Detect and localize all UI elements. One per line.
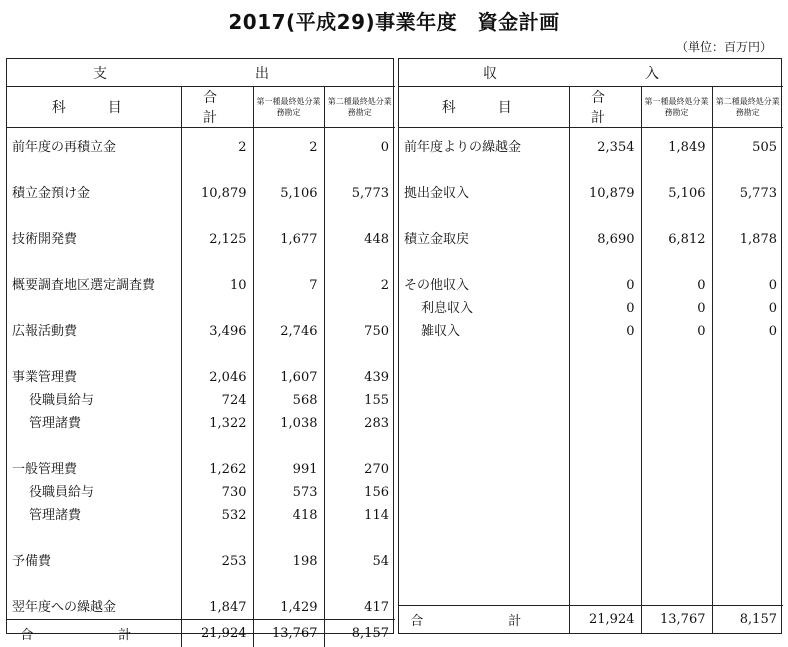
income-row-first-account-value: 5,106 bbox=[642, 182, 712, 205]
row-spacer bbox=[7, 343, 181, 366]
row-spacer bbox=[7, 159, 181, 182]
expenditure-row-second-account-value: 2 bbox=[325, 274, 396, 297]
row-spacer bbox=[7, 573, 181, 596]
row-spacer bbox=[399, 251, 569, 274]
row-spacer bbox=[182, 527, 253, 550]
expenditure-row-second-account-value: 0 bbox=[325, 136, 396, 159]
expenditure-row-first-account-value: 2 bbox=[254, 136, 324, 159]
expenditure-row-total-value: 1,262 bbox=[182, 458, 253, 481]
col-item-header: 科 目 bbox=[399, 87, 569, 128]
income-row-second-account-value: 0 bbox=[713, 320, 784, 343]
col-second-account-header: 第二種最終処分業務勘定 bbox=[324, 87, 395, 128]
expenditure-row-first-account-value: 7 bbox=[254, 274, 324, 297]
row-spacer bbox=[642, 205, 712, 228]
expenditure-row-item-name: 管理諸費 bbox=[7, 412, 181, 435]
row-spacer bbox=[325, 251, 396, 274]
row-spacer bbox=[325, 527, 396, 550]
col-second-account-header: 第二種最終処分業務勘定 bbox=[712, 87, 783, 128]
expenditure-row-total-value: 10 bbox=[182, 274, 253, 297]
expenditure-row-total-value: 2,046 bbox=[182, 366, 253, 389]
col-total-header: 合 計 bbox=[569, 87, 641, 128]
expenditure-row-total-value: 3,496 bbox=[182, 320, 253, 343]
income-row-second-account-value: 1,878 bbox=[713, 228, 784, 251]
expenditure-row-second-account-value: 270 bbox=[325, 458, 396, 481]
income-row-total-value: 0 bbox=[570, 320, 641, 343]
expenditure-row-first-account-value: 1,038 bbox=[254, 412, 324, 435]
expenditure-row-item-name: 予備費 bbox=[7, 550, 181, 573]
expenditure-row-item-name: 一般管理費 bbox=[7, 458, 181, 481]
unit-label: （単位：百万円） bbox=[676, 38, 772, 55]
expenditure-row-item-name: 役職員給与 bbox=[7, 389, 181, 412]
income-total-label: 合 計 bbox=[399, 606, 569, 634]
income-total-column bbox=[569, 128, 641, 606]
expenditure-row-item-name: 技術開発費 bbox=[7, 228, 181, 251]
col-total-header: 合 計 bbox=[181, 87, 253, 128]
expenditure-row-first-account-value: 568 bbox=[254, 389, 324, 412]
expenditure-row-total-value: 253 bbox=[182, 550, 253, 573]
income-row-first-account-value: 0 bbox=[642, 297, 712, 320]
row-spacer bbox=[570, 251, 641, 274]
row-spacer bbox=[182, 435, 253, 458]
expenditure-grand-total: 21,924 bbox=[181, 620, 253, 647]
expenditure-panel bbox=[6, 58, 394, 634]
income-second-column bbox=[712, 128, 783, 606]
income-second-total: 8,157 bbox=[712, 606, 783, 634]
row-spacer bbox=[182, 251, 253, 274]
expenditure-row-second-account-value: 54 bbox=[325, 550, 396, 573]
expenditure-row-first-account-value: 573 bbox=[254, 481, 324, 504]
expenditure-row-second-account-value: 283 bbox=[325, 412, 396, 435]
income-row-second-account-value: 0 bbox=[713, 274, 784, 297]
row-spacer bbox=[182, 573, 253, 596]
expenditure-row-total-value: 1,847 bbox=[182, 596, 253, 619]
income-row-total-value: 2,354 bbox=[570, 136, 641, 159]
expenditure-row-total-value: 10,879 bbox=[182, 182, 253, 205]
income-first-column bbox=[641, 128, 712, 606]
row-spacer bbox=[325, 343, 396, 366]
expenditure-row-item-name: 前年度の再積立金 bbox=[7, 136, 181, 159]
expenditure-row-first-account-value: 198 bbox=[254, 550, 324, 573]
row-spacer bbox=[254, 435, 324, 458]
row-spacer bbox=[254, 573, 324, 596]
expenditure-row-total-value: 532 bbox=[182, 504, 253, 527]
income-row-first-account-value: 0 bbox=[642, 320, 712, 343]
row-spacer bbox=[7, 251, 181, 274]
expenditure-first-total: 13,767 bbox=[253, 620, 324, 647]
income-row-first-account-value: 1,849 bbox=[642, 136, 712, 159]
row-spacer bbox=[254, 251, 324, 274]
expenditure-row-second-account-value: 5,773 bbox=[325, 182, 396, 205]
income-row-total-value: 10,879 bbox=[570, 182, 641, 205]
income-row-item-name: 雑収入 bbox=[399, 320, 569, 343]
row-spacer bbox=[325, 159, 396, 182]
row-spacer bbox=[254, 159, 324, 182]
income-row-first-account-value: 6,812 bbox=[642, 228, 712, 251]
expenditure-total-label: 合 計 bbox=[7, 620, 181, 647]
expenditure-row-first-account-value: 1,677 bbox=[254, 228, 324, 251]
expenditure-row-item-name: 積立金預け金 bbox=[7, 182, 181, 205]
row-spacer bbox=[254, 297, 324, 320]
income-item-column bbox=[399, 128, 569, 606]
expenditure-row-first-account-value: 5,106 bbox=[254, 182, 324, 205]
expenditure-row-second-account-value: 448 bbox=[325, 228, 396, 251]
expenditure-header: 支 出 bbox=[7, 59, 395, 87]
income-table bbox=[399, 59, 783, 633]
expenditure-row-first-account-value: 418 bbox=[254, 504, 324, 527]
row-spacer bbox=[254, 205, 324, 228]
row-spacer bbox=[713, 251, 784, 274]
expenditure-row-second-account-value: 439 bbox=[325, 366, 396, 389]
expenditure-row-first-account-value: 1,429 bbox=[254, 596, 324, 619]
income-row-total-value: 8,690 bbox=[570, 228, 641, 251]
expenditure-row-item-name: 概要調査地区選定調査費 bbox=[7, 274, 181, 297]
row-spacer bbox=[7, 527, 181, 550]
expenditure-row-second-account-value: 417 bbox=[325, 596, 396, 619]
income-row-total-value: 0 bbox=[570, 274, 641, 297]
expenditure-row-total-value: 724 bbox=[182, 389, 253, 412]
expenditure-row-second-account-value: 750 bbox=[325, 320, 396, 343]
row-spacer bbox=[182, 343, 253, 366]
col-first-account-header: 第一種最終処分業務勘定 bbox=[253, 87, 324, 128]
income-row-second-account-value: 505 bbox=[713, 136, 784, 159]
row-spacer bbox=[182, 205, 253, 228]
expenditure-second-total: 8,157 bbox=[324, 620, 395, 647]
income-row-item-name: 拠出金収入 bbox=[399, 182, 569, 205]
expenditure-row-total-value: 2,125 bbox=[182, 228, 253, 251]
income-row-first-account-value: 0 bbox=[642, 274, 712, 297]
row-spacer bbox=[399, 159, 569, 182]
expenditure-row-second-account-value: 156 bbox=[325, 481, 396, 504]
row-spacer bbox=[7, 205, 181, 228]
expenditure-item-column bbox=[7, 128, 181, 620]
row-spacer bbox=[7, 435, 181, 458]
row-spacer bbox=[325, 205, 396, 228]
income-grand-total: 21,924 bbox=[569, 606, 641, 634]
row-spacer bbox=[325, 435, 396, 458]
income-row-item-name: その他収入 bbox=[399, 274, 569, 297]
income-row-item-name: 積立金取戻 bbox=[399, 228, 569, 251]
expenditure-row-item-name: 広報活動費 bbox=[7, 320, 181, 343]
row-spacer bbox=[254, 343, 324, 366]
expenditure-row-item-name: 事業管理費 bbox=[7, 366, 181, 389]
row-spacer bbox=[570, 159, 641, 182]
row-spacer bbox=[325, 573, 396, 596]
expenditure-table bbox=[7, 59, 395, 647]
row-spacer bbox=[713, 205, 784, 228]
income-row-item-name: 前年度よりの繰越金 bbox=[399, 136, 569, 159]
col-item-header: 科 目 bbox=[7, 87, 181, 128]
expenditure-row-first-account-value: 2,746 bbox=[254, 320, 324, 343]
income-row-total-value: 0 bbox=[570, 297, 641, 320]
row-spacer bbox=[182, 297, 253, 320]
row-spacer bbox=[182, 159, 253, 182]
row-spacer bbox=[570, 205, 641, 228]
income-row-second-account-value: 5,773 bbox=[713, 182, 784, 205]
expenditure-row-total-value: 1,322 bbox=[182, 412, 253, 435]
income-header: 収 入 bbox=[399, 59, 783, 87]
expenditure-row-second-account-value: 155 bbox=[325, 389, 396, 412]
income-row-second-account-value: 0 bbox=[713, 297, 784, 320]
expenditure-row-second-account-value: 114 bbox=[325, 504, 396, 527]
income-panel bbox=[398, 58, 782, 634]
expenditure-row-item-name: 翌年度への繰越金 bbox=[7, 596, 181, 619]
income-row-item-name: 利息収入 bbox=[399, 297, 569, 320]
row-spacer bbox=[642, 159, 712, 182]
expenditure-row-first-account-value: 991 bbox=[254, 458, 324, 481]
row-spacer bbox=[642, 251, 712, 274]
expenditure-total-column bbox=[181, 128, 253, 620]
expenditure-row-item-name: 役職員給与 bbox=[7, 481, 181, 504]
row-spacer bbox=[713, 159, 784, 182]
row-spacer bbox=[399, 205, 569, 228]
expenditure-first-column bbox=[253, 128, 324, 620]
row-spacer bbox=[325, 297, 396, 320]
page-title: 2017(平成29)事業年度 資金計画 bbox=[0, 6, 788, 35]
row-spacer bbox=[254, 527, 324, 550]
income-first-total: 13,767 bbox=[641, 606, 712, 634]
expenditure-row-item-name: 管理諸費 bbox=[7, 504, 181, 527]
expenditure-row-first-account-value: 1,607 bbox=[254, 366, 324, 389]
col-first-account-header: 第一種最終処分業務勘定 bbox=[641, 87, 712, 128]
expenditure-second-column bbox=[324, 128, 395, 620]
expenditure-row-total-value: 730 bbox=[182, 481, 253, 504]
row-spacer bbox=[7, 297, 181, 320]
expenditure-row-total-value: 2 bbox=[182, 136, 253, 159]
